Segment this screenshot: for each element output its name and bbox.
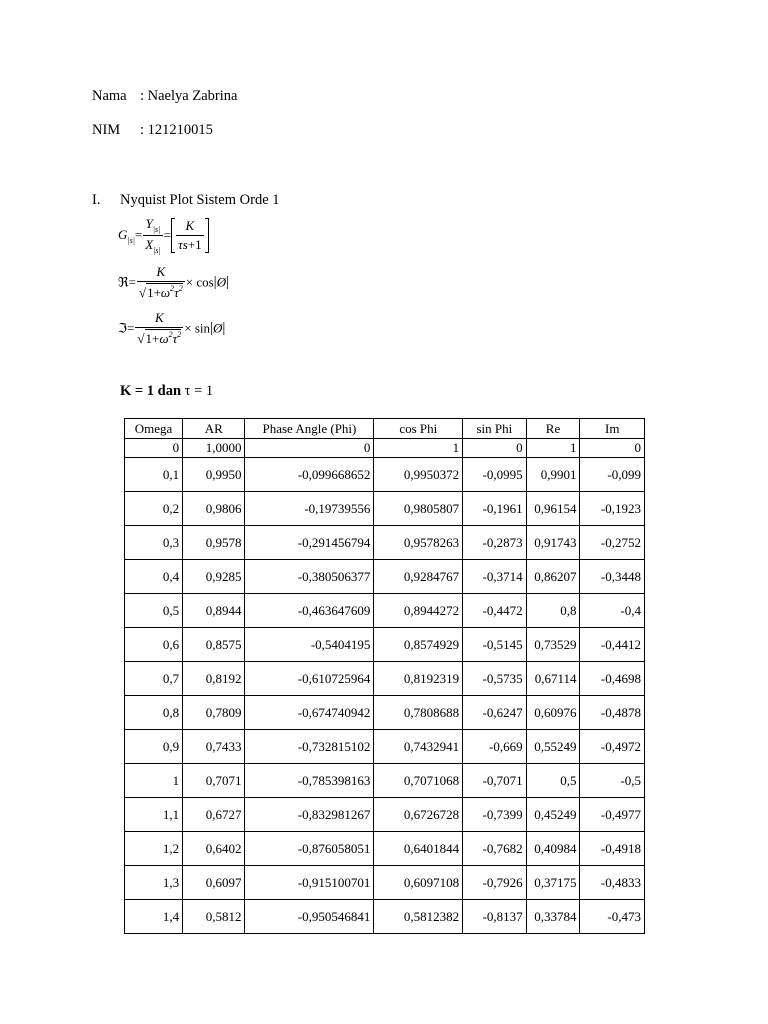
cell-im: -0,4 — [580, 594, 645, 628]
table-body — [125, 439, 645, 934]
parameters-k: K = 1 dan — [120, 383, 182, 399]
cell-cos-phi: 0,6097108 — [374, 866, 463, 900]
cell-cos-phi: 0,7808688 — [374, 696, 463, 730]
cell-im: -0,4412 — [580, 628, 645, 662]
nyquist-data-table — [124, 418, 645, 934]
cell-sin-phi: -0,2873 — [463, 526, 526, 560]
cell-ar: 0,7809 — [183, 696, 245, 730]
cell-im: -0,473 — [580, 900, 645, 934]
header-phase-angle: Phase Angle (Phi) — [245, 419, 374, 439]
cell-re: 0,45249 — [526, 798, 580, 832]
cell-sin-phi: -0,7682 — [463, 832, 526, 866]
cell-sin-phi: -0,4472 — [463, 594, 526, 628]
cell-omega: 0,8 — [125, 696, 183, 730]
parameters-line — [120, 383, 213, 400]
cell-phase-angle: -0,732815102 — [245, 730, 374, 764]
cell-re: 0,67114 — [526, 662, 580, 696]
section-number: I. — [92, 192, 101, 208]
cell-im: -0,4918 — [580, 832, 645, 866]
cell-re: 0,86207 — [526, 560, 580, 594]
cell-cos-phi: 0,8574929 — [374, 628, 463, 662]
cell-sin-phi: -0,5735 — [463, 662, 526, 696]
table-row — [125, 696, 645, 730]
cell-ar: 0,7433 — [183, 730, 245, 764]
header-im: Im — [580, 419, 645, 439]
cell-cos-phi: 0,8192319 — [374, 662, 463, 696]
cell-re: 0,37175 — [526, 866, 580, 900]
cell-re: 0,73529 — [526, 628, 580, 662]
cell-ar: 0,6727 — [183, 798, 245, 832]
cell-im: -0,3448 — [580, 560, 645, 594]
cell-sin-phi: -0,7926 — [463, 866, 526, 900]
cell-omega: 0,9 — [125, 730, 183, 764]
real-part-equation: ℜ= $\frac{K}{√1+\omega^2\tau^2}$ × cos|Ø| — [118, 264, 230, 300]
cell-ar: 0,8192 — [183, 662, 245, 696]
cell-cos-phi: 0,9284767 — [374, 560, 463, 594]
cell-ar: 0,5812 — [183, 900, 245, 934]
cell-omega: 0,5 — [125, 594, 183, 628]
cell-sin-phi: -0,1961 — [463, 492, 526, 526]
table-row — [125, 900, 645, 934]
cell-omega: 1,1 — [125, 798, 183, 832]
table-header-row — [125, 419, 645, 439]
table-row — [125, 730, 645, 764]
cell-im: -0,4698 — [580, 662, 645, 696]
cell-sin-phi: -0,3714 — [463, 560, 526, 594]
cell-cos-phi: 0,9578263 — [374, 526, 463, 560]
cell-omega: 0 — [125, 439, 183, 458]
cell-ar: 1,0000 — [183, 439, 245, 458]
cell-re: 0,55249 — [526, 730, 580, 764]
cell-cos-phi: 1 — [374, 439, 463, 458]
table-row — [125, 492, 645, 526]
cell-ar: 0,9285 — [183, 560, 245, 594]
cell-re: 0,60976 — [526, 696, 580, 730]
cell-phase-angle: -0,785398163 — [245, 764, 374, 798]
cell-cos-phi: 0,6726728 — [374, 798, 463, 832]
table-row — [125, 594, 645, 628]
cell-re: 0,96154 — [526, 492, 580, 526]
cell-phase-angle: -0,19739556 — [245, 492, 374, 526]
header-ar: AR — [183, 419, 245, 439]
cell-sin-phi: -0,0995 — [463, 458, 526, 492]
cell-omega: 0,6 — [125, 628, 183, 662]
cell-cos-phi: 0,7071068 — [374, 764, 463, 798]
cell-cos-phi: 0,9805807 — [374, 492, 463, 526]
cell-phase-angle: -0,950546841 — [245, 900, 374, 934]
cell-cos-phi: 0,8944272 — [374, 594, 463, 628]
cell-cos-phi: 0,9950372 — [374, 458, 463, 492]
cell-im: 0 — [580, 439, 645, 458]
cell-sin-phi: -0,8137 — [463, 900, 526, 934]
header-cos-phi: cos Phi — [374, 419, 463, 439]
cell-im: -0,4833 — [580, 866, 645, 900]
cell-im: -0,4977 — [580, 798, 645, 832]
cell-phase-angle: -0,380506377 — [245, 560, 374, 594]
cell-omega: 1,3 — [125, 866, 183, 900]
cell-phase-angle: -0,610725964 — [245, 662, 374, 696]
cell-omega: 1,2 — [125, 832, 183, 866]
header-re: Re — [526, 419, 580, 439]
cell-omega: 1,4 — [125, 900, 183, 934]
table-row — [125, 628, 645, 662]
cell-phase-angle: -0,915100701 — [245, 866, 374, 900]
cell-phase-angle: -0,463647609 — [245, 594, 374, 628]
cell-sin-phi: 0 — [463, 439, 526, 458]
cell-ar: 0,9950 — [183, 458, 245, 492]
cell-re: 1 — [526, 439, 580, 458]
cell-im: -0,4972 — [580, 730, 645, 764]
cell-im: -0,099 — [580, 458, 645, 492]
cell-ar: 0,9806 — [183, 492, 245, 526]
cell-phase-angle: -0,291456794 — [245, 526, 374, 560]
cell-cos-phi: 0,6401844 — [374, 832, 463, 866]
cell-cos-phi: 0,5812382 — [374, 900, 463, 934]
table-row — [125, 458, 645, 492]
cell-im: -0,5 — [580, 764, 645, 798]
header-omega: Omega — [125, 419, 183, 439]
cell-phase-angle: 0 — [245, 439, 374, 458]
cell-omega: 0,3 — [125, 526, 183, 560]
cell-re: 0,8 — [526, 594, 580, 628]
table-row — [125, 798, 645, 832]
section-title: Nyquist Plot Sistem Orde 1 — [120, 192, 280, 208]
cell-sin-phi: -0,7071 — [463, 764, 526, 798]
imaginary-part-equation: ℑ= $\frac{K}{√1+\omega^2\tau^2}$ × sin|Ø| — [118, 310, 226, 346]
name-label: Nama — [92, 88, 127, 104]
table-row — [125, 560, 645, 594]
transfer-function-equation: $G_{|s|}=$ $\frac{Y_{|s|}}{X_{|s|}}$ = $\frac{K}{\tau s+1}$ — [118, 216, 209, 255]
header-sin-phi: sin Phi — [463, 419, 526, 439]
student-nim-line — [92, 122, 213, 139]
cell-omega: 0,2 — [125, 492, 183, 526]
cell-im: -0,4878 — [580, 696, 645, 730]
table-row — [125, 439, 645, 458]
cell-omega: 1 — [125, 764, 183, 798]
cell-re: 0,40984 — [526, 832, 580, 866]
table-row — [125, 764, 645, 798]
parameters-tau: τ = 1 — [184, 383, 214, 399]
cell-omega: 0,7 — [125, 662, 183, 696]
cell-ar: 0,6402 — [183, 832, 245, 866]
nim-label: NIM — [92, 122, 121, 138]
cell-phase-angle: -0,099668652 — [245, 458, 374, 492]
cell-cos-phi: 0,7432941 — [374, 730, 463, 764]
cell-phase-angle: -0,832981267 — [245, 798, 374, 832]
cell-sin-phi: -0,669 — [463, 730, 526, 764]
table-row — [125, 832, 645, 866]
cell-omega: 0,4 — [125, 560, 183, 594]
table-row — [125, 662, 645, 696]
cell-im: -0,2752 — [580, 526, 645, 560]
cell-re: 0,9901 — [526, 458, 580, 492]
cell-ar: 0,7071 — [183, 764, 245, 798]
cell-im: -0,1923 — [580, 492, 645, 526]
cell-re: 0,5 — [526, 764, 580, 798]
cell-phase-angle: -0,5404195 — [245, 628, 374, 662]
cell-sin-phi: -0,6247 — [463, 696, 526, 730]
table-row — [125, 866, 645, 900]
cell-ar: 0,6097 — [183, 866, 245, 900]
cell-ar: 0,9578 — [183, 526, 245, 560]
cell-sin-phi: -0,5145 — [463, 628, 526, 662]
cell-re: 0,33784 — [526, 900, 580, 934]
nim-value: : 121210015 — [140, 122, 213, 138]
cell-re: 0,91743 — [526, 526, 580, 560]
name-value: : Naelya Zabrina — [140, 88, 238, 104]
cell-phase-angle: -0,876058051 — [245, 832, 374, 866]
cell-ar: 0,8575 — [183, 628, 245, 662]
cell-sin-phi: -0,7399 — [463, 798, 526, 832]
cell-phase-angle: -0,674740942 — [245, 696, 374, 730]
student-name-line — [92, 88, 237, 105]
cell-ar: 0,8944 — [183, 594, 245, 628]
cell-omega: 0,1 — [125, 458, 183, 492]
table-row — [125, 526, 645, 560]
